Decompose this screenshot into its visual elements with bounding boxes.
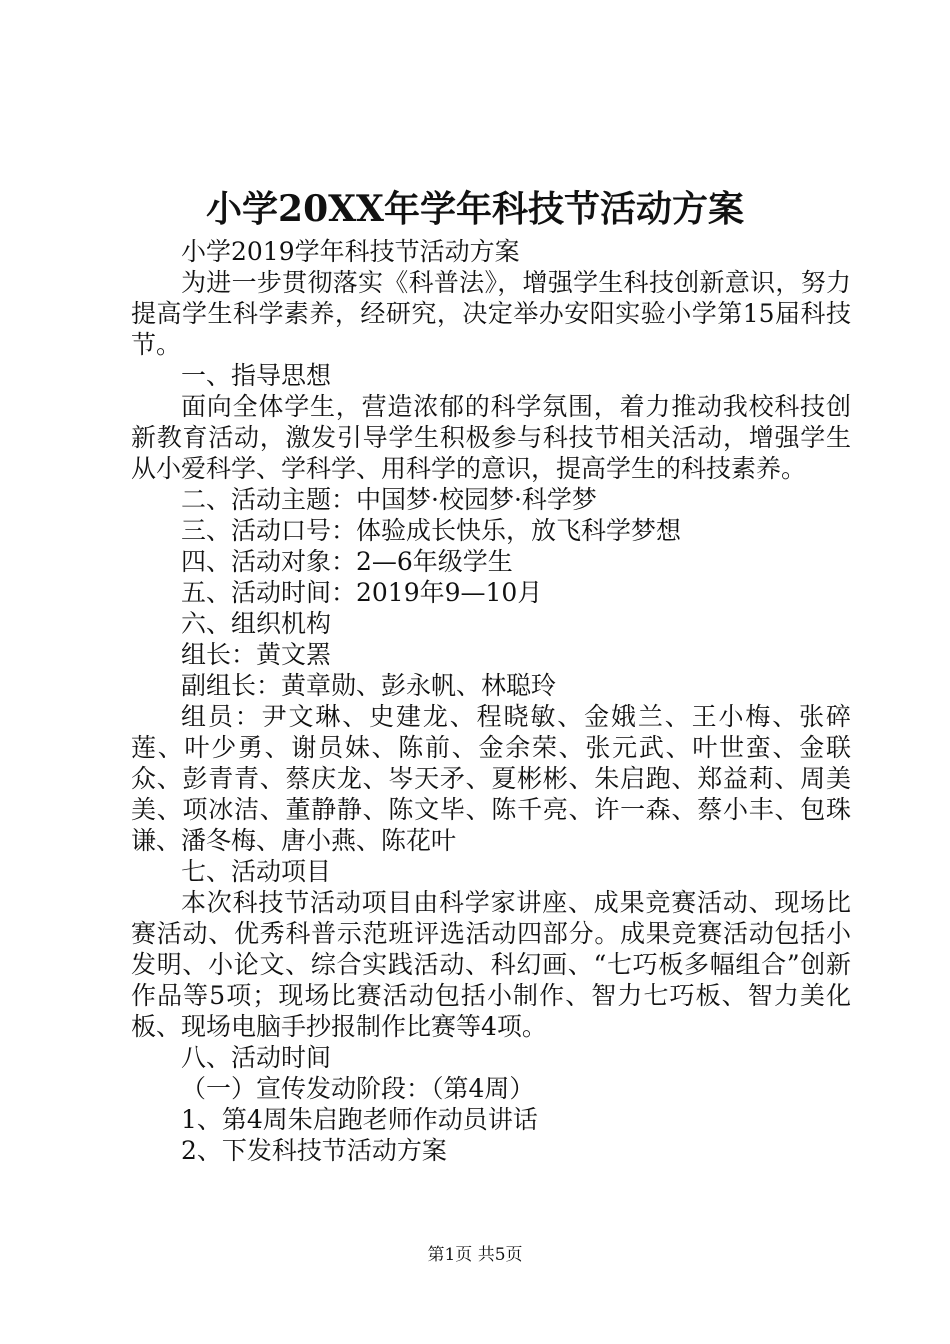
document-title: 小学20XX年学年科技节活动方案 — [206, 188, 744, 230]
group-leader-line: 组长：黄文罴 — [181, 640, 332, 669]
members-paragraph: 组员：尹文琳、史建龙、程晓敏、金娥兰、王小梅、张碎莲、叶少勇、谢员妹、陈前、金余荣、张元武、叶世蛮、金联众、彭青青、蔡庆龙、岑天矛、夏彬彬、朱启跑、郑益莉、周美美、项冰洁、董静静、陈文毕、陈千亮、许一森、蔡小丰、包珠谦、潘冬梅、唐小燕、陈花叶 — [131, 702, 851, 855]
deputy-leader-line: 副组长：黄章勋、彭永帆、林聪玲 — [181, 671, 557, 700]
section-heading-activity-items: 七、活动项目 — [181, 857, 332, 886]
page-footer: 第1页 共5页 — [427, 1245, 523, 1265]
section-heading-guiding-thought: 一、指导思想 — [181, 361, 332, 390]
schedule-item-2: 2、下发科技节活动方案 — [181, 1136, 447, 1165]
schedule-item-1: 1、第4周朱启跑老师作动员讲话 — [181, 1105, 538, 1134]
activity-slogan-line: 三、活动口号：体验成长快乐，放飞科学梦想 — [181, 516, 682, 545]
activity-theme-line: 二、活动主题：中国梦·校园梦·科学梦 — [181, 485, 597, 514]
section-heading-schedule: 八、活动时间 — [181, 1043, 332, 1072]
activity-audience-line: 四、活动对象：2—6年级学生 — [181, 547, 513, 576]
subtitle-paragraph: 小学2019学年科技节活动方案 — [181, 237, 520, 266]
schedule-phase-one: （一）宣传发动阶段：（第4周） — [181, 1074, 535, 1103]
document-body — [131, 236, 851, 1166]
guiding-thought-paragraph: 面向全体学生，营造浓郁的科学氛围，着力推动我校科技创新教育活动，激发引导学生积极参与科技节相关活动，增强学生从小爱科学、学科学、用科学的意识，提高学生的科技素养。 — [131, 392, 851, 483]
activity-time-line: 五、活动时间：2019年9—10月 — [181, 578, 543, 607]
intro-paragraph: 为进一步贯彻落实《科普法》，增强学生科技创新意识，努力提高学生科学素养，经研究，决定举办安阳实验小学第15届科技节。 — [131, 268, 851, 359]
section-heading-organization: 六、组织机构 — [181, 609, 332, 638]
activity-items-paragraph: 本次科技节活动项目由科学家讲座、成果竞赛活动、现场比赛活动、优秀科普示范班评选活动四部分。成果竞赛活动包括小发明、小论文、综合实践活动、科幻画、“七巧板多幅组合”创新作品等5项；现场比赛活动包括小制作、智力七巧板、智力美化板、现场电脑手抄报制作比赛等4项。 — [131, 888, 851, 1041]
